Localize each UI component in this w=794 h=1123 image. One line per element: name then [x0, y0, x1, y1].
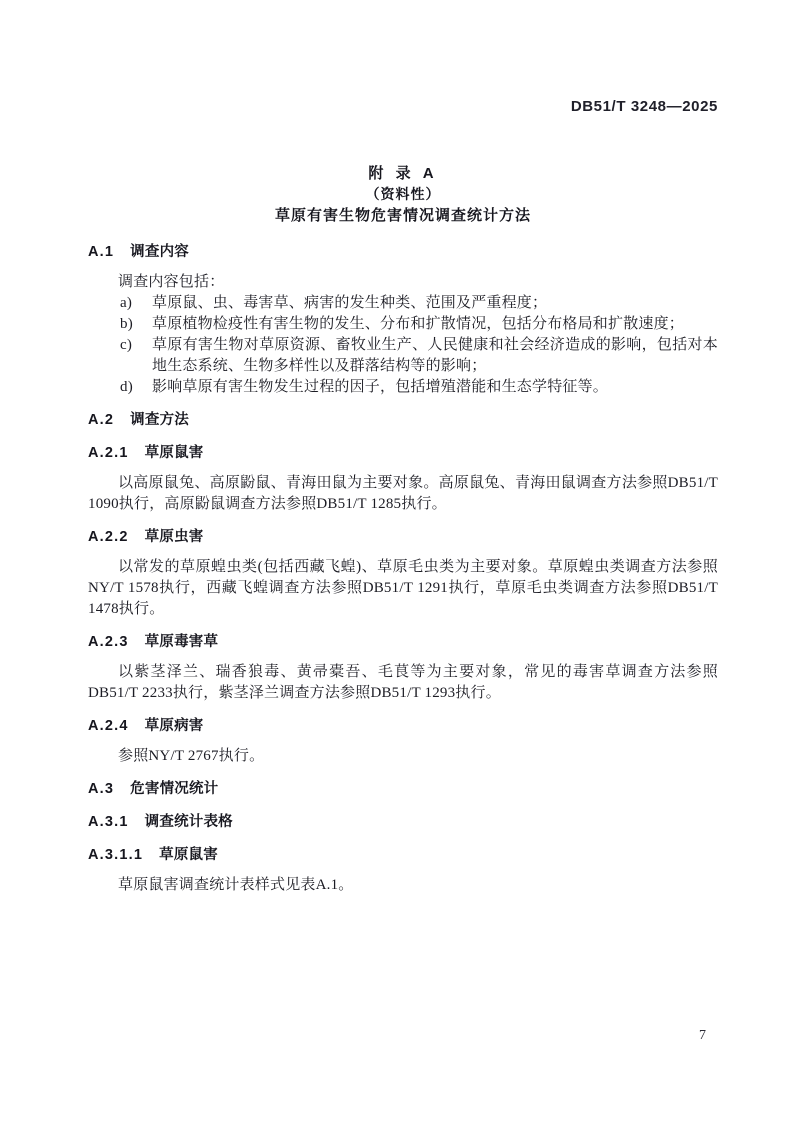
list-item-b-marker: b): [120, 316, 133, 332]
list-item-c-text: 草原有害生物对草原资源、畜牧业生产、人民健康和社会经济造成的影响，包括对本地生态系统、生物多样性以及群落结构等的影响；: [152, 337, 718, 374]
heading-a21-number: A.2.1: [88, 445, 129, 461]
clause-list-a1: [88, 293, 718, 398]
heading-a22-number: A.2.2: [88, 529, 129, 545]
appendix-title-block: [88, 163, 718, 226]
heading-a24-number: A.2.4: [88, 718, 129, 734]
list-item-c-marker: c): [120, 337, 133, 353]
heading-a21-title: 草原鼠害: [144, 445, 204, 461]
paragraph-a24: 参照NY/T 2767执行。: [118, 748, 265, 764]
list-item-d-marker: d): [120, 379, 133, 395]
heading-a24-title: 草原病害: [144, 718, 204, 734]
heading-a2-title: 调查方法: [130, 412, 189, 428]
paragraph-a23: 以紫茎泽兰、瑞香狼毒、黄帚橐吾、毛茛等为主要对象，常见的毒害草调查方法参照DB51/T 2233执行，紫茎泽兰调查方法参照DB51/T 1293执行。: [88, 664, 718, 701]
heading-a1-number: A.1: [88, 244, 115, 260]
heading-a3: [88, 779, 718, 800]
list-item-a: [120, 293, 718, 314]
paragraph-a21: 以高原鼠兔、高原鼢鼠、青海田鼠为主要对象。高原鼠兔、青海田鼠调查方法参照DB51/T 1090执行，高原鼢鼠调查方法参照DB51/T 1285执行。: [88, 475, 718, 512]
heading-a311-title: 草原鼠害: [159, 847, 218, 863]
heading-a1: [88, 242, 718, 263]
heading-a22-title: 草原虫害: [144, 529, 204, 545]
document-number: DB51/T 3248—2025: [570, 98, 718, 115]
paragraph-a311: 草原鼠害调查统计表样式见表A.1。: [118, 877, 354, 893]
list-item-d-text: 影响草原有害生物发生过程的因子，包括增殖潜能和生态学特征等。: [152, 379, 609, 395]
appendix-type: （资料性）: [365, 186, 441, 202]
heading-a23: [88, 632, 718, 653]
heading-a31-number: A.3.1: [88, 814, 129, 830]
appendix-title: 草原有害生物危害情况调查统计方法: [274, 207, 531, 224]
appendix-label: 附 录 A: [368, 165, 438, 182]
heading-a22: [88, 527, 718, 548]
heading-a3-title: 危害情况统计: [130, 781, 219, 797]
heading-a311-number: A.3.1.1: [88, 847, 144, 863]
heading-a23-number: A.2.3: [88, 634, 129, 650]
paragraph-a22: 以常发的草原蝗虫类(包括西藏飞蝗)、草原毛虫类为主要对象。草原蝗虫类调查方法参照NY/T 1578执行，西藏飞蝗调查方法参照DB51/T 1291执行，草原毛虫类调查方法参照DB51/T 1478执行。: [88, 559, 718, 617]
heading-a31: [88, 812, 718, 833]
list-item-a-marker: a): [120, 295, 133, 311]
heading-a24: [88, 716, 718, 737]
heading-a2-number: A.2: [88, 412, 115, 428]
page-number: 7: [699, 1028, 706, 1043]
list-item-b: [120, 314, 718, 335]
list-item-a-text: 草原鼠、虫、毒害草、病害的发生种类、范围及严重程度；: [152, 295, 548, 311]
list-item-b-text: 草原植物检疫性有害生物的发生、分布和扩散情况，包括分布格局和扩散速度；: [152, 316, 685, 332]
heading-a21: [88, 443, 718, 464]
heading-a3-number: A.3: [88, 781, 115, 797]
list-item-d: [120, 377, 718, 398]
heading-a23-title: 草原毒害草: [144, 634, 219, 650]
page-content: [88, 163, 718, 896]
heading-a31-title: 调查统计表格: [144, 814, 233, 830]
heading-a2: [88, 410, 718, 431]
heading-a311: [88, 845, 718, 866]
paragraph-a1-intro: 调查内容包括：: [118, 274, 225, 290]
heading-a1-title: 调查内容: [130, 244, 189, 260]
list-item-c: [120, 335, 718, 377]
